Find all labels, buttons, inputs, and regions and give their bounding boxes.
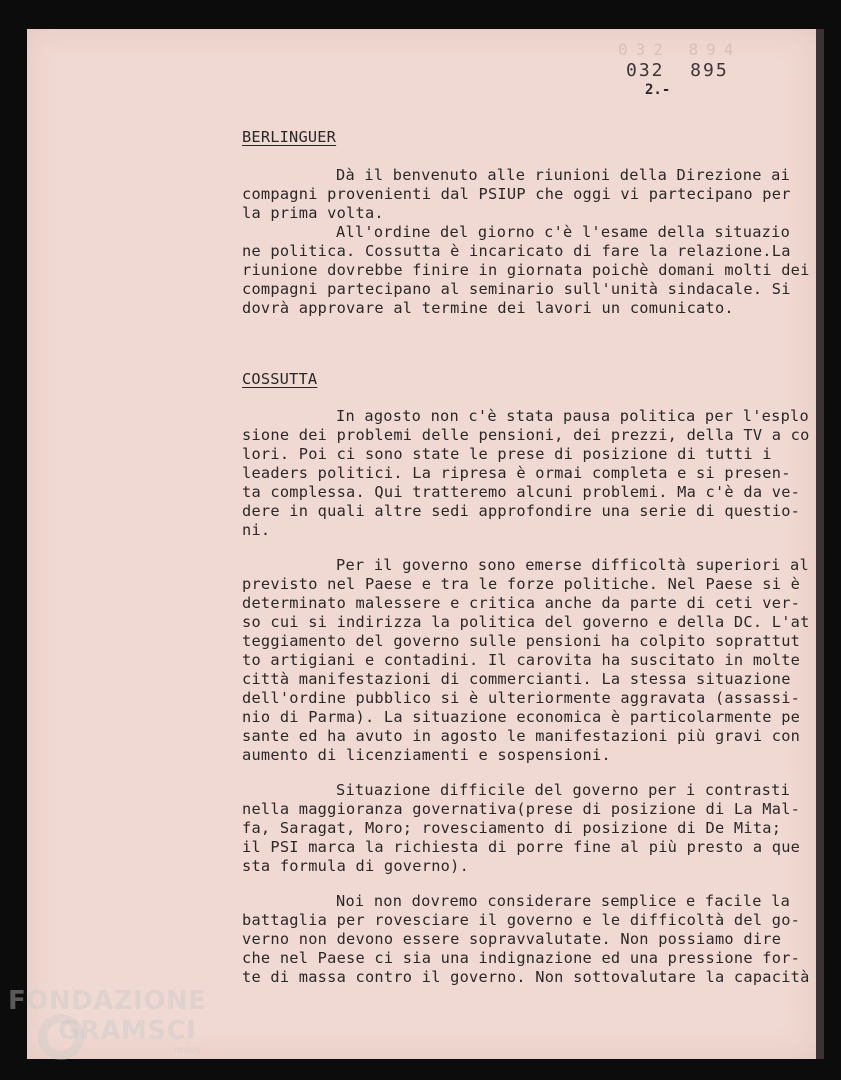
text-line: dere in quali altre sedi approfondire una serie di questio- — [242, 502, 801, 520]
text-line: ne politica. Cossutta è incaricato di fare la relazione.La — [242, 242, 791, 260]
text-line: ni. — [242, 521, 271, 539]
text-line: aumento di licenziamenti e sospensioni. — [242, 746, 611, 764]
text-line: Situazione difficile del governo per i contrasti — [336, 781, 791, 799]
watermark — [8, 988, 206, 1056]
text-line: nio di Parma). La situazione economica è particolarmente pe — [242, 708, 801, 726]
watermark-line3: onlus — [174, 1045, 201, 1056]
text-line: ta complessa. Qui tratteremo alcuni problemi. Ma c'è da ve- — [242, 483, 801, 501]
text-line: teggiamento del governo sulle pensioni ha colpito soprattut — [242, 632, 801, 650]
text-line: All'ordine del giorno c'è l'esame della situazio — [336, 223, 791, 241]
text-line: città manifestazioni di commercianti. La stessa situazione — [242, 670, 791, 688]
text-line: il PSI marca la richiesta di porre fine al più presto a que — [242, 838, 801, 856]
watermark-line2: GRAMSCI — [58, 1016, 197, 1046]
text-line: compagni provenienti dal PSIUP che oggi vi partecipano per — [242, 185, 791, 203]
text-line: so cui si indirizza la politica del governo e della DC. L'at — [242, 613, 810, 631]
text-line: verno non devono essere sopravvalutate. Non possiamo dire — [242, 930, 782, 948]
text-line: lori. Poi ci sono state le prese di posizione di tutti i — [242, 445, 772, 463]
text-line: nella maggioranza governativa(prese di posizione di La Mal- — [242, 800, 801, 818]
text-line: Dà il benvenuto alle riunioni della Direzione ai — [336, 166, 791, 184]
text-line: In agosto non c'è stata pausa politica per l'esplo — [336, 407, 809, 425]
text-line: dell'ordine pubblico si è ulteriormente aggravata (assassi- — [242, 689, 801, 707]
text-line: sione dei problemi delle pensioni, dei prezzi, della TV a co — [242, 426, 810, 444]
text-line: previsto nel Paese e tra le forze politiche. Nel Paese si è — [242, 575, 801, 593]
text-line: riunione dovrebbe finire in giornata poichè domani molti dei — [242, 261, 810, 279]
page-number: 2.- — [645, 82, 671, 98]
page-edge — [816, 29, 824, 1059]
text-line: to artigiani e contadini. Il carovita ha suscitato in molte — [242, 651, 801, 669]
text-line: sta formula di governo). — [242, 857, 470, 875]
text-line: Per il governo sono emerse difficoltà superiori al — [336, 556, 809, 574]
text-line: che nel Paese ci sia una indignazione ed una pressione for- — [242, 949, 801, 967]
text-line: sante ed ha avuto in agosto le manifestazioni più gravi con — [242, 727, 801, 745]
text-line: la prima volta. — [242, 204, 384, 222]
archive-document-number: 032 895 — [626, 60, 729, 81]
text-line: Noi non dovremo considerare semplice e facile la — [336, 892, 791, 910]
speaker-heading-cossutta: COSSUTTA — [242, 370, 318, 388]
text-line: fa, Saragat, Moro; rovesciamento di posizione di De Mita; — [242, 819, 782, 837]
text-line: dovrà approvare al termine dei lavori un comunicato. — [242, 299, 734, 317]
watermark-line1: FONDAZIONE — [8, 986, 207, 1016]
text-line: te di massa contro il governo. Non sottovalutare la capacità — [242, 968, 810, 986]
speaker-heading-berlinguer: BERLINGUER — [242, 128, 337, 146]
text-line: compagni partecipano al seminario sull'unità sindacale. Si — [242, 280, 791, 298]
text-line: determinato malessere e critica anche da parte di ceti ver- — [242, 594, 801, 612]
text-line: leaders politici. La ripresa è ormai completa e si presen- — [242, 464, 791, 482]
text-line: battaglia per rovesciare il governo e le difficoltà del go- — [242, 911, 801, 929]
bleed-through-number: 032 894 — [618, 40, 742, 59]
